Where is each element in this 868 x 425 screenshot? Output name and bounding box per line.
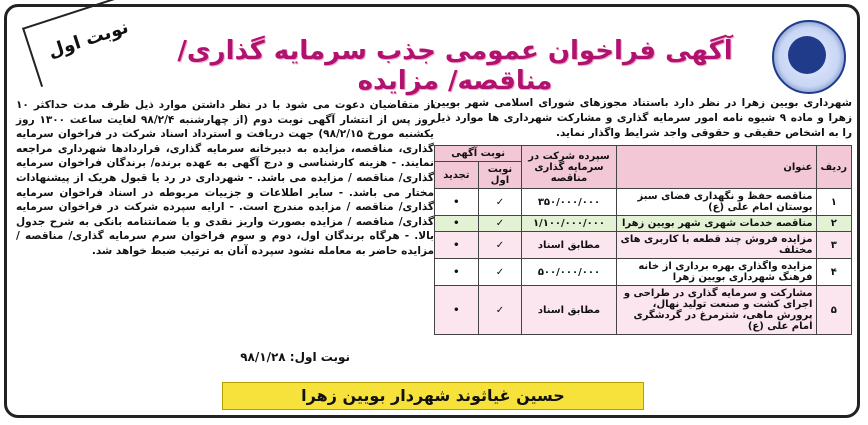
mayor-signature-banner: حسین غیاثوند شهردار بویین زهرا (222, 382, 644, 410)
row-num: ۴ (816, 259, 852, 286)
header-num: ردیف (816, 146, 852, 189)
row-num: ۵ (816, 286, 852, 335)
row-renew-mark: • (435, 232, 479, 259)
header-round-group: نوبت آگهی (435, 146, 522, 162)
row-title: مناقصه خدمات شهری شهر بویین زهرا (616, 216, 816, 232)
row-renew-mark: • (435, 189, 479, 216)
row-deposit: ۳۵۰/۰۰۰/۰۰۰ (522, 189, 616, 216)
row-title: مزایده فروش چند قطعه با کاربری های مختلف (616, 232, 816, 259)
table-row (435, 189, 852, 216)
conditions-text: از متقاضیان دعوت می شود با در نظر داشتن موارد ذیل ظرف مدت حداکثر ۱۰ روز پس از انتشار آگهی نوبت دوم (از چهارشنبه ۹۸/۲/۴ لغایت ساعت ۱۳۰۰ روز یکشنبه مورخ ۹۸/۲/۱۵) جهت دریافت و استرداد اسناد شرکت در فراخوان سرمایه گذاری، مناقصه، مزایده به دبیرخانه سرمایه گذاری، قراردادها شهرداری مراجعه نمایند. - هزینه کارشناسی و درج آگهی به عهده برنده/ برندگان فراخوان سرمایه گذاری/ مناقصه / مزایده می باشد. - شهرداری در رد یا قبول هریک از پیشنهادات مختار می باشد. - سایر اطلاعات و جزییات مربوطه در اسناد فراخوان سرمایه گذاری/ مناقصه / مزایده مندرج است. - ارایه سپرده شرکت در فراخوان سرمایه گذاری/ مناقصه / مزایده بصورت واریز نقدی و یا ضمانتنامه بانکی به شرح جدول بالا. - هرگاه برندگان اول، دوم و سوم فراخوان سرم سرمایه گذاری/ مناقصه / مزایده حاضر به معامله نشود سپرده آنان به ترتیب ضبط خواهد شد. (16, 99, 434, 257)
row-title: مزایده واگذاری بهره برداری از خانه فرهنگ شهرداری بویین زهرا (616, 259, 816, 286)
row-deposit: مطابق اسناد (522, 232, 616, 259)
row-first-check: ✓ (478, 286, 522, 335)
header-round-first: نوبت اول (478, 162, 522, 189)
table-row (435, 259, 852, 286)
row-deposit: ۱/۱۰۰/۰۰۰/۰۰۰ (522, 216, 616, 232)
table-row (435, 232, 852, 259)
round-label: نوبت اول (45, 16, 132, 63)
ad-title: آگهی فراخوان عمومی جذب سرمایه گذاری/ مناقصه/ مزایده (177, 36, 733, 96)
row-deposit: ۵۰۰/۰۰۰/۰۰۰ (522, 259, 616, 286)
table-row (435, 286, 852, 335)
header-deposit: سپرده شرکت در سرمایه گذاری مناقصه (522, 146, 616, 189)
row-renew-mark: • (435, 216, 479, 232)
row-renew-mark: • (435, 286, 479, 335)
row-first-check: ✓ (478, 189, 522, 216)
row-first-check: ✓ (478, 232, 522, 259)
municipality-logo (772, 20, 846, 94)
row-renew-mark: • (435, 259, 479, 286)
row-title: مشارکت و سرمایه گذاری در طراحی و اجرای کشت و صنعت تولید نهال، پرورش ماهی، شترمرغ در گردشگری امام علی (ع) (616, 286, 816, 335)
header-round-renew: تجدید (435, 162, 479, 189)
items-table (434, 145, 852, 335)
items-table-wrap (434, 145, 852, 375)
logo-emblem-icon (788, 36, 826, 74)
intro-paragraph: شهرداری بویین زهرا در نظر دارد باستناد مجوزهای شورای اسلامی شهر بویین زهرا و ماده ۹ شیوه نامه امور سرمایه گذاری و مشارکت شهرداری ها موارد ذیل را به اشخاص حقیقی و حقوقی واجد شرایط واگذار نماید. (432, 97, 852, 139)
row-num: ۳ (816, 232, 852, 259)
row-num: ۱ (816, 189, 852, 216)
row-first-check: ✓ (478, 216, 522, 232)
row-num: ۲ (816, 216, 852, 232)
row-first-check: ✓ (478, 259, 522, 286)
ad-header (10, 10, 856, 96)
publish-date: نوبت اول: ۹۸/۱/۲۸ (240, 350, 350, 364)
row-title: مناقصه حفظ و نگهداری فضای سبز بوستان امام علی (ع) (616, 189, 816, 216)
row-deposit: مطابق اسناد (522, 286, 616, 335)
header-title: عنوان (616, 146, 816, 189)
table-row (435, 216, 852, 232)
